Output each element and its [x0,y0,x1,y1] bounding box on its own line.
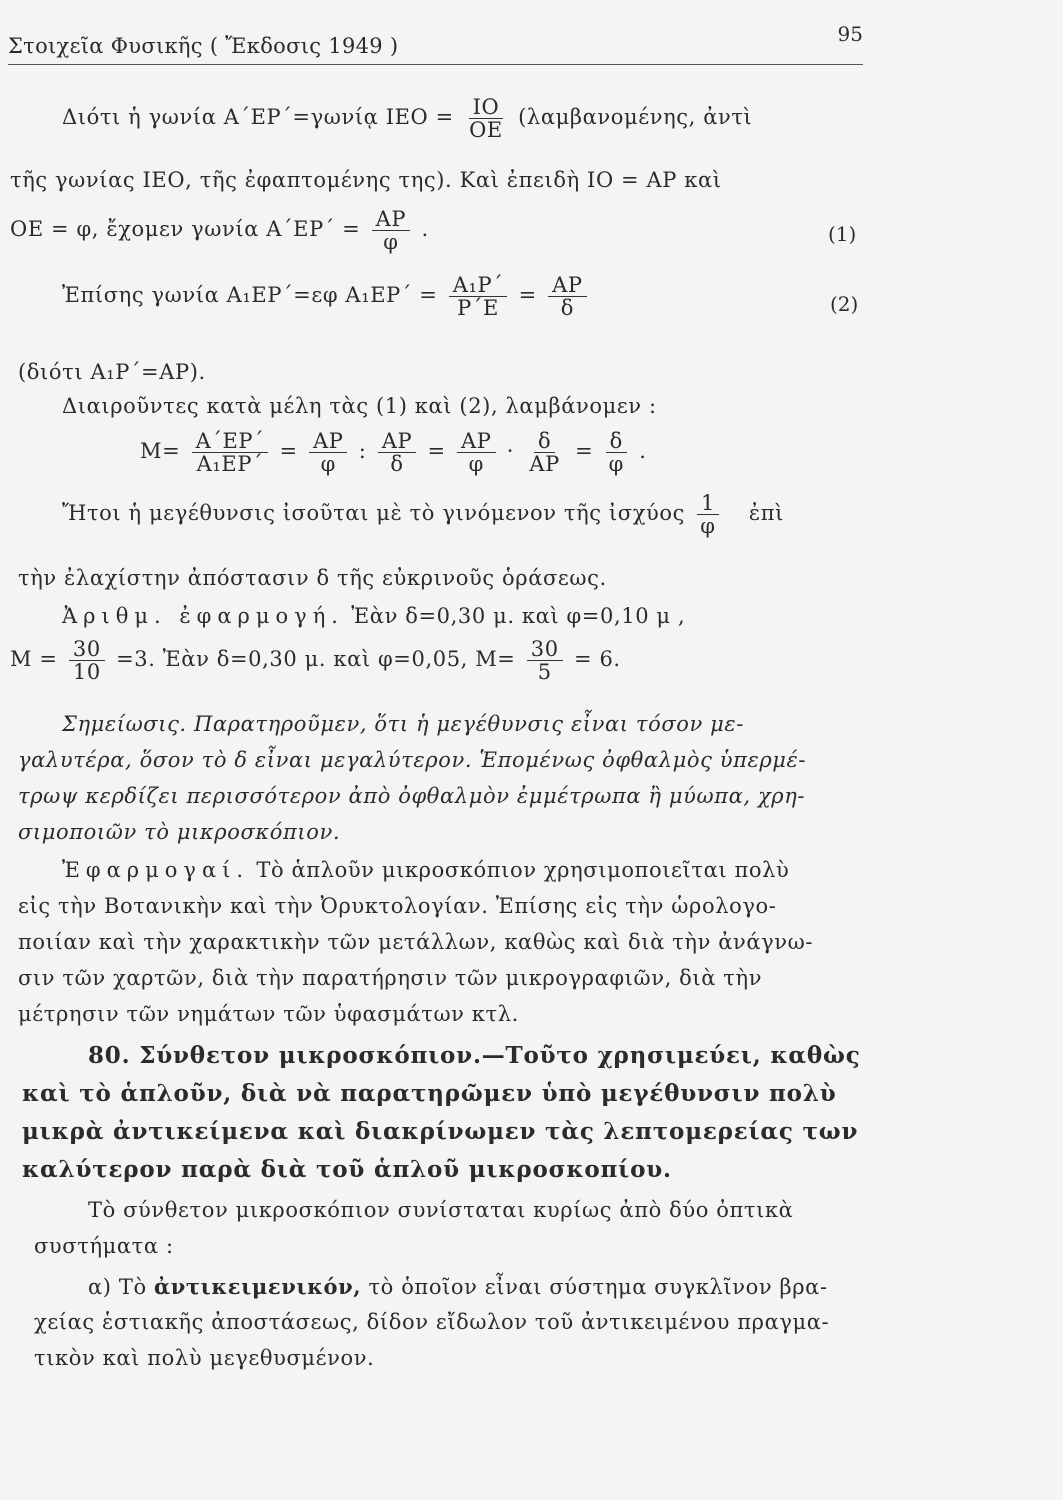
fraction-io-oe [465,96,507,141]
equation-number-2: (2) [830,292,859,316]
paragraph-line: χείας ἑστιακῆς ἀποστάσεως, δίδον εἴδωλον τοῦ ἀντικειμένου πραγμα- [34,1310,830,1334]
fraction-numerator: ΑΡ [548,274,587,297]
equation-2 [62,274,591,319]
fraction-denominator: φ [468,452,484,477]
objective-line [88,1274,828,1299]
fraction [457,430,496,475]
equation-text: Ἐπίσης γωνία Α₁ΕΡ΄=εφ Α₁ΕΡ΄ = [62,283,438,308]
text-line-power [62,492,784,537]
paragraph-line: Τὸ σύνθετον μικροσκόπιον συνίσταται κυρίως ἀπὸ δύο ὀπτικὰ [88,1198,794,1222]
text-line: (διότι Α₁Ρ΄=ΑΡ). [18,360,206,384]
note-line: γαλυτέρα, ὅσον τὸ δ εἶναι μεγαλύτερον. Ἑπομένως ὀφθαλμὸς ὑπερμέ- [18,748,807,772]
equation-angle-ieo [62,96,752,141]
section-text: καὶ τὸ ἁπλοῦν, διὰ νὰ παρατηρῶμεν ὑπὸ μεγέθυνσιν πολὺ [22,1080,837,1107]
equation-magnification [140,430,646,475]
fraction-numerator: 30 [527,638,563,661]
fraction-numerator: Α₁Ρ΄ [449,274,508,297]
fraction-a1p-pe [449,274,508,319]
subheading-label: Ἀριθμ. ἐφαρμογή. [62,604,344,628]
text-line: τῆς γωνίας ΙΕΟ, τῆς ἐφαπτομένης της). Καὶ ἐπειδὴ ΙΟ = ΑΡ καὶ [10,168,722,192]
paragraph-line: τικὸν καὶ πολὺ μεγεθυσμένον. [34,1346,375,1370]
fraction [309,430,348,475]
bold-term: ἀντικειμενικόν, [153,1274,362,1299]
page-header [8,22,863,65]
equation-number-1: (1) [828,222,857,246]
fraction [192,430,269,475]
text-line: τὴν ἐλαχίστην ἀπόστασιν δ τῆς εὐκρινοῦς ὁράσεως. [18,566,607,590]
equation-text: ΟΕ = φ, ἔχομεν γωνία Α΄ΕΡ΄ = [10,217,361,242]
section-heading: 80. Σύνθετον μικροσκόπιον.—Τοῦτο χρησιμεύει, καθὼς [88,1042,861,1069]
fraction-ap-delta [548,274,587,319]
fraction-ap-phi [372,208,411,253]
section-text: μικρὰ ἀντικείμενα καὶ διακρίνωμεν τὰς λεπτομερείας των [22,1118,859,1145]
fraction-numerator: 30 [69,638,105,661]
fraction-one-over-phi [696,492,719,537]
division-sign: : [358,439,367,464]
fraction-denominator: Ρ΄Ε [457,296,499,321]
equation-text: Μ = [10,647,58,672]
equation-text: =3. Ἐὰν δ=0,30 μ. καὶ φ=0,05, Μ= [116,647,516,672]
fraction-denominator: ΟΕ [469,118,503,143]
subheading-label: Ἐφαρμογαί. [62,858,250,882]
fraction-numerator: ΑΡ [378,430,417,453]
applications-line: εἰς τὴν Βοτανικὴν καὶ τὴν Ὀρυκτολογίαν. Ἐπίσης εἰς τὴν ὡρολογο- [18,894,777,918]
equation-1 [10,208,429,253]
paragraph-text: Ἐὰν δ=0,30 μ. καὶ φ=0,10 μ , [351,604,686,628]
applications-line: μέτρησιν τῶν νημάτων τῶν ὑφασμάτων κτλ. [18,1002,519,1026]
paragraph-text: α) Τὸ [88,1275,147,1299]
equation-text: . [421,217,429,242]
fraction-denominator: Α₁ΕΡ΄ [196,452,264,477]
note-line: σιμοποιῶν τὸ μικροσκόπιον. [18,820,341,844]
paragraph-text: Τὸ ἁπλοῦν μικροσκόπιον χρησιμοποιεῖται πολὺ [256,858,790,882]
equals-sign: = [575,439,594,464]
fraction-denominator: δ [390,452,404,477]
equation-text: . [639,439,647,464]
fraction [525,430,564,475]
fraction-numerator: Α΄ΕΡ΄ [192,430,269,453]
fraction-numerator: ΑΡ [457,430,496,453]
fraction [378,430,417,475]
fraction-denominator: φ [320,452,336,477]
fraction-numerator: δ [534,430,555,453]
fraction-numerator: δ [606,430,627,453]
equals-sign: = [518,283,537,308]
fraction-30-5 [527,638,563,683]
text-line: Διαιροῦντες κατὰ μέλη τὰς (1) καὶ (2), λαμβάνομεν : [62,394,657,418]
fraction-numerator: ΑΡ [309,430,348,453]
fraction-30-10 [69,638,105,683]
paragraph-text: Ἤτοι ἡ μεγέθυνσις ἰσοῦται μὲ τὸ γινόμενον τῆς ἰσχύος [62,501,685,526]
fraction-denominator: 5 [537,660,552,685]
equation-text: Μ= [140,439,181,464]
equation-text: = 6. [573,647,621,672]
fraction-denominator: 10 [72,660,101,685]
note-line: τρωψ κερδίζει περισσότερον ἀπὸ ὀφθαλμὸν ἐμμέτρωπα ἢ μύωπα, χρη- [18,784,806,808]
running-title: Στοιχεῖα Φυσικῆς ( Ἔκδοσις 1949 ) [8,34,399,58]
fraction-numerator: ΑΡ [372,208,411,231]
fraction-denominator: φ [608,452,624,477]
applications-line: σιν τῶν χαρτῶν, διὰ τὴν παρατήρησιν τῶν μικρογραφιῶν, διὰ τὴν [18,966,763,990]
multiplication-dot: · [506,439,515,464]
paragraph-text: ἐπὶ [748,501,784,526]
equation-text: (λαμβανομένης, ἀντὶ [518,105,753,130]
fraction [605,430,628,475]
section-text: καλύτερον παρὰ διὰ τοῦ ἁπλοῦ μικροσκοπίου. [22,1156,672,1183]
equals-sign: = [427,439,446,464]
fraction-denominator: δ [560,296,574,321]
equation-text: Διότι ἡ γωνία Α΄ΕΡ΄=γωνίᾳ ΙΕΟ = [62,105,454,130]
applications-line: ποιίαν καὶ τὴν χαρακτικὴν τῶν μετάλλων, καθὼς καὶ διὰ τὴν ἀνάγνω- [18,930,814,954]
note-line: Σημείωσις. Παρατηροῦμεν, ὅτι ἡ μεγέθυνσις εἶναι τόσον με- [62,712,744,736]
fraction-denominator: ΑΡ [529,452,560,477]
applications-line [62,858,789,882]
paragraph-text: τὸ ὁποῖον εἶναι σύστημα συγκλῖνον βρα- [368,1275,828,1299]
fraction-denominator: φ [700,514,716,539]
equation-m-values [10,638,621,683]
numerical-application [62,604,685,628]
page-number: 95 [837,22,863,46]
paragraph-line: συστήματα : [34,1234,174,1258]
equals-sign: = [279,439,298,464]
fraction-denominator: φ [383,230,399,255]
fraction-numerator: ΙΟ [469,96,504,119]
fraction-numerator: 1 [697,492,719,515]
